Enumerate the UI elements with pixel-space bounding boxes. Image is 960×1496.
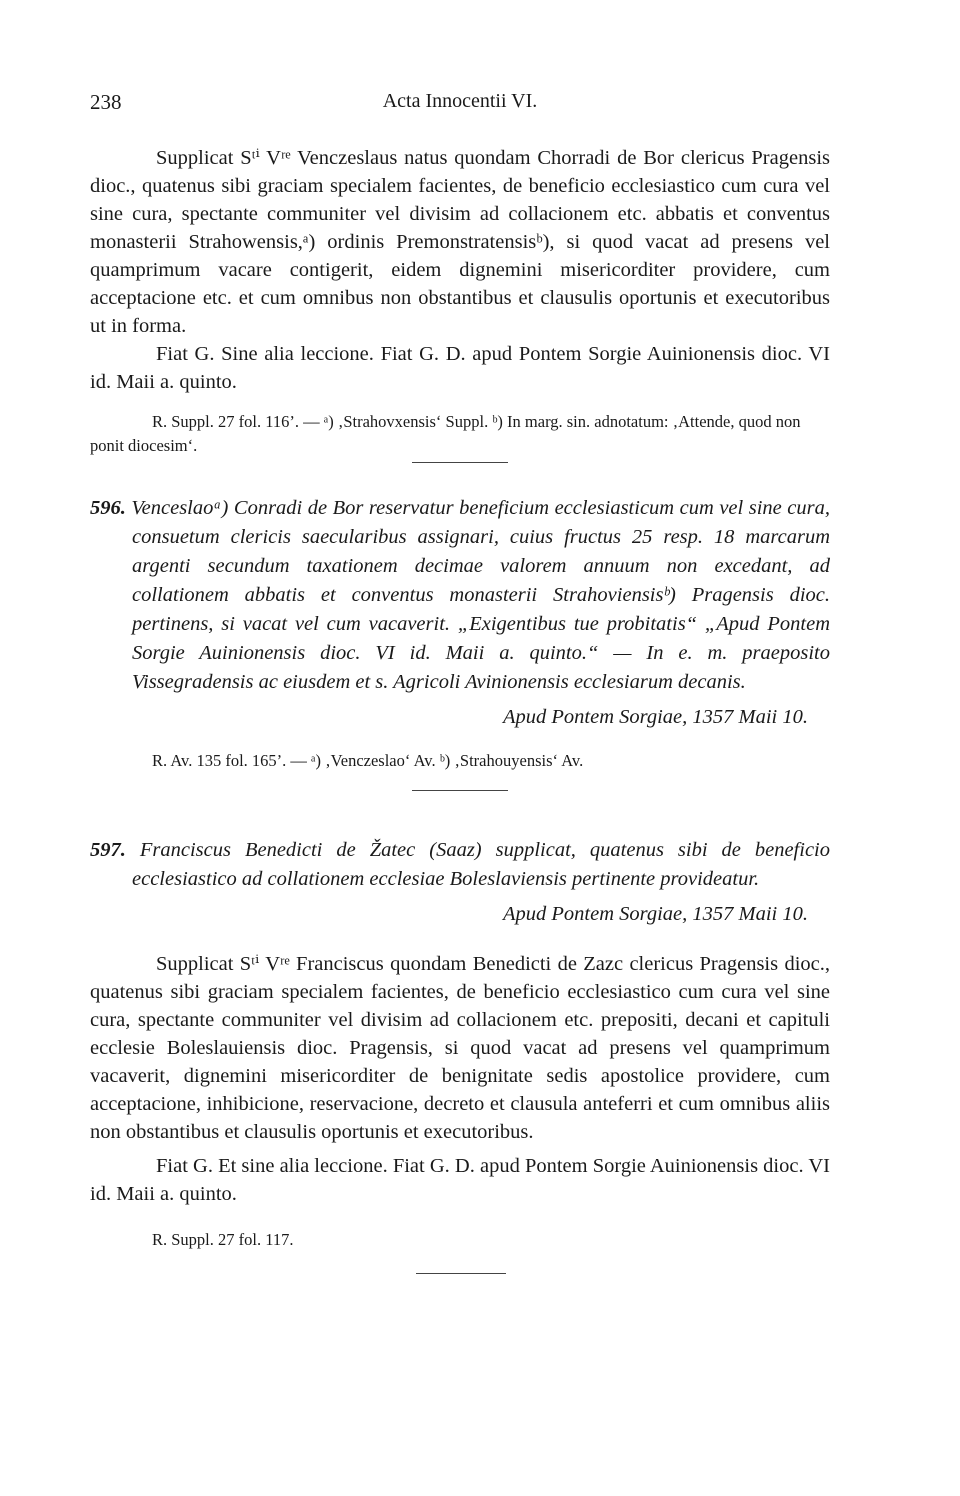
entry-597-number: 597. (90, 839, 126, 861)
supplication-596-text: Supplicat Sᵗⁱ Vʳᵉ Venczeslaus natus quondam Chorradi de Bor clericus Pragensis dioc., quatenus sibi graciam specialem facientes, de beneficio ecclesiastico cum cura vel sine cura, spectante communiter vel divisim ad collacionem etc. abbatis et conventus monasterii Strahowensis,ᵃ) ordinis Premonstratensisᵇ), si quod vacat ad presens vel quamprimum vacare contigerit, eidem dignemini misericorditer providere, cum acceptacione etc. et cum omnibus non obstantibus et clausulis oportunis et executoribus ut in forma. (90, 147, 830, 337)
page-header (90, 90, 830, 120)
supplication-596-block (90, 144, 830, 458)
entry-596-number: 596. (90, 497, 126, 519)
entry-597-summary: Franciscus Benedicti de Žatec (Saaz) supplicat, quatenus sibi de beneficio ecclesiastico ad collationem ecclesiae Boleslaviensis pertinente provideatur. (132, 839, 830, 890)
supplication-597-footnote: R. Suppl. 27 fol. 117. (152, 1230, 294, 1249)
entry-596-footnote: R. Av. 135 fol. 165’. — ᵃ) ‚Venczeslao‘ Av. ᵇ) ‚Strahouyensis‘ Av. (152, 751, 584, 770)
entry-596-regest (90, 494, 830, 697)
entry-597-regest (90, 836, 830, 894)
supplication-597-text: Supplicat Sᵗⁱ Vʳᵉ Franciscus quondam Benedicti de Zazc clericus Pragensis dioc., quatenus sibi graciam specialem facientes, de beneficio ecclesiastico cum cura vel sine cura, spectante communiter vel divisim ad collacionem etc. prepositi, decani et capituli ecclesie Boleslauiensis dioc. Pragensis, si quod vacat ad presens vel quamprimum vacaverit, dignemini misericorditer de benignitate sedis apostolice providere, cum acceptacione, inhibicione, reservacione, decreto et clausula anteferri et cum omnibus aliis non obstantibus et clausulis oportunis et executoribus. (90, 953, 830, 1143)
entry-597-date: Apud Pontem Sorgiae, 1357 Maii 10. (503, 903, 808, 925)
entry-596-date: Apud Pontem Sorgiae, 1357 Maii 10. (503, 706, 808, 728)
separator-rule (412, 790, 508, 791)
separator-rule (416, 1273, 506, 1274)
separator-rule (412, 462, 508, 463)
supplication-596-fiat: Fiat G. Sine alia leccione. Fiat G. D. apud Pontem Sorgie Auinionensis dioc. VI id. Maii a. quinto. (90, 343, 830, 393)
running-title: Acta Innocentii VI. (382, 90, 538, 112)
entry-597 (90, 836, 830, 1252)
supplication-597-fiat: Fiat G. Et sine alia leccione. Fiat G. D. apud Pontem Sorgie Auinionensis dioc. VI id. Maii a. quinto. (90, 1155, 830, 1205)
page-number: 238 (90, 90, 122, 114)
entry-596 (90, 494, 830, 773)
supplication-596-footnote: R. Suppl. 27 fol. 116’. — ᵃ) ‚Strahovxensis‘ Suppl. ᵇ) In marg. sin. adnotatum: ‚Attende, quod non ponit diocesim‘. (90, 412, 801, 455)
entry-596-summary: Venceslaoᵃ) Conradi de Bor reservatur beneficium ecclesiasticum cum vel sine cura, consuetum clericis saecularibus assignari, cuius fructus 25 resp. 18 marcarum argenti secundum taxationem decimae valorem annuum non excedant, ad collationem abbatis et conventus monasterii Strahoviensisᵇ) Pragensis dioc. pertinens, si vacat vel cum vacaverit. „Exigentibus tue probitatis“ „Apud Pontem Sorgie Auinionensis dioc. VI id. Maii a. quinto.“ — In e. m. praeposito Vissegradensis ac eiusdem et s. Agricoli Avinionensis ecclesiarum decanis. (131, 497, 830, 693)
